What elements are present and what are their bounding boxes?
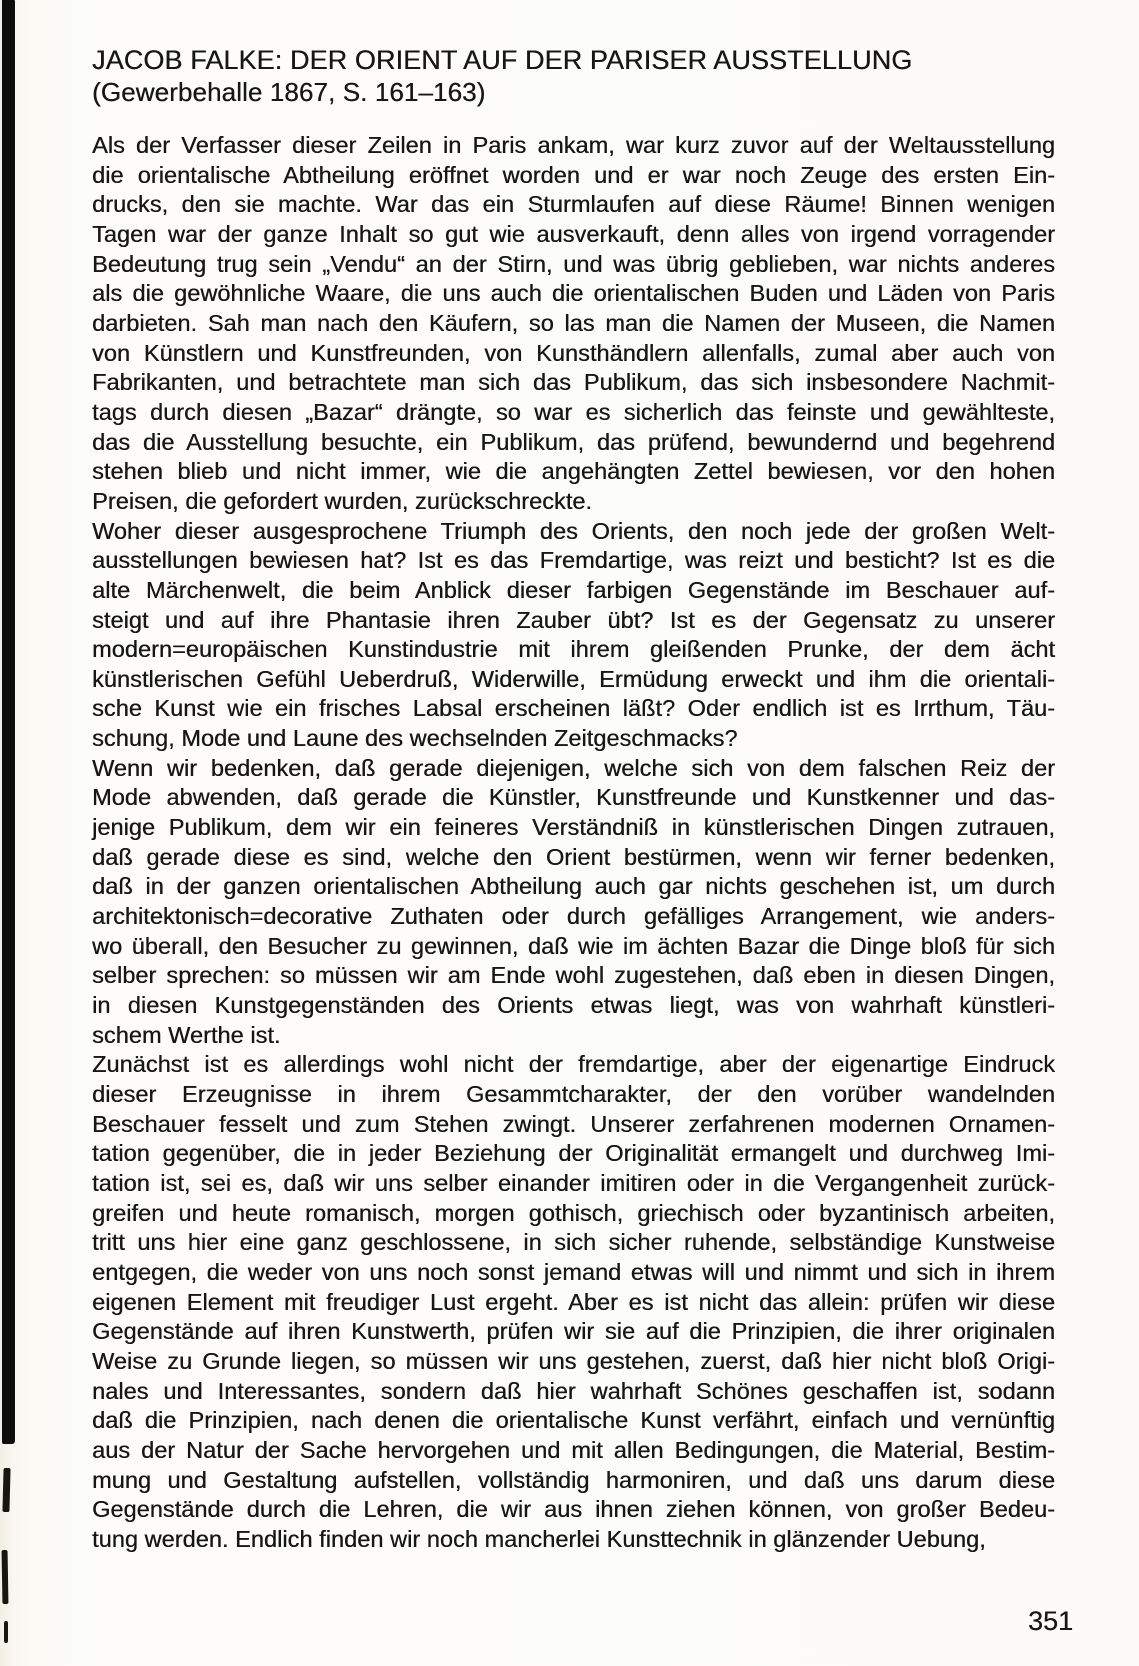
text-line: tation ist, sei es, daß wir uns selber einander imitiren oder in die Vergangenheit zurück- [92, 1169, 1055, 1196]
text-line: tation gegenüber, die in jeder Beziehung der Originalität ermangelt und durchweg Imi- [92, 1140, 1055, 1167]
text-line: Tagen war der ganze Inhalt so gut wie ausverkauft, denn alles von irgend vorragender [92, 220, 1055, 247]
scan-artifact-dash [2, 1468, 10, 1512]
scan-artifact-bar [2, 0, 15, 1444]
text-line: entgegen, die weder von uns noch sonst jemand etwas will und nimmt und sich in ihrem [92, 1258, 1055, 1285]
scan-artifact-dash [4, 1621, 8, 1643]
text-line: daß die Prinzipien, nach denen die orientalische Kunst verfährt, einfach und vernünftig [92, 1407, 1055, 1434]
text-line: architektonisch=decorative Zuthaten oder durch gefälliges Arrangement, wie anders- [92, 903, 1055, 930]
text-line: tags durch diesen „Bazar“ drängte, so war es sicherlich das feinste und gewählteste, [92, 398, 1055, 425]
text-line: von Künstlern und Kunstfreunden, von Kunsthändlern allenfalls, zumal aber auch von [92, 339, 1055, 366]
paragraph [92, 754, 1055, 1051]
text-line: schem Werthe ist. [92, 1021, 281, 1048]
text-line: in diesen Kunstgegenständen des Orients etwas liegt, was von wahrhaft künstleri- [92, 992, 1055, 1019]
text-line: alte Märchenwelt, die beim Anblick dieser farbigen Gegenstände im Beschauer auf- [92, 576, 1055, 603]
text-line: Zunächst ist es allerdings wohl nicht der fremdartige, aber der eigenartige Eindruck [92, 1051, 1055, 1078]
text-line: Mode abwenden, daß gerade die Künstler, Kunstfreunde und Kunstkenner und das- [92, 784, 1055, 811]
text-line: Weise zu Grunde liegen, so müssen wir uns gestehen, zuerst, daß hier nicht bloß Origi- [92, 1347, 1055, 1374]
text-line: selber sprechen: so müssen wir am Ende wohl zugestehen, daß eben in diesen Dingen, [92, 962, 1055, 989]
text-line: wo überall, den Besucher zu gewinnen, daß wie im ächten Bazar die Dinge bloß für sich [92, 932, 1055, 959]
text-line: nales und Interessantes, sondern daß hier wahrhaft Schönes geschaffen ist, sodann [92, 1377, 1055, 1404]
text-line: modern=europäischen Kunstindustrie mit ihrem gleißenden Prunke, der dem ächt [92, 636, 1055, 663]
page-title: JACOB FALKE: DER ORIENT AUF DER PARISER AUSSTELLUNG [92, 45, 913, 75]
text-line: als die gewöhnliche Waare, die uns auch die orientalischen Buden und Läden von Paris [92, 280, 1055, 307]
text-line: Beschauer fesselt und zum Stehen zwingt. Unserer zerfahrenen modernen Ornamen- [92, 1110, 1055, 1137]
paragraph [92, 517, 1055, 754]
text-line: tung werden. Endlich finden wir noch mancherlei Kunsttechnik in glänzender Uebung, [92, 1525, 986, 1552]
body-text [92, 131, 1055, 1555]
text-line: drucks, den sie machte. War das ein Sturmlaufen auf diese Räume! Binnen wenigen [92, 191, 1055, 218]
text-line: Preisen, die gefordert wurden, zurückschreckte. [92, 487, 593, 514]
text-line: dieser Erzeugnisse in ihrem Gesammtcharakter, der den vorüber wandelnden [92, 1081, 1055, 1107]
text-column [92, 44, 1055, 1555]
page-subtitle: (Gewerbehalle 1867, S. 161–163) [92, 77, 486, 107]
page-number: 351 [1027, 1606, 1073, 1636]
text-line: die orientalische Abtheilung eröffnet worden und er war noch Zeuge des ersten Ein- [92, 161, 1055, 188]
text-line: darbieten. Sah man nach den Käufern, so las man die Namen der Museen, die Namen [92, 309, 1055, 336]
paragraph [92, 131, 1055, 517]
text-line: Fabrikanten, und betrachtete man sich das Publikum, das sich insbesondere Nachmit- [92, 369, 1055, 396]
text-line: Als der Verfasser dieser Zeilen in Paris ankam, war kurz zuvor auf der Weltausstellung [92, 132, 1055, 158]
text-line: daß gerade diese es sind, welche den Orient bestürmen, wenn wir ferner bedenken, [92, 843, 1055, 870]
text-line: Gegenstände auf ihren Kunstwerth, prüfen wir sie auf die Prinzipien, die ihrer originalen [92, 1318, 1055, 1345]
text-line: aus der Natur der Sache hervorgehen und mit allen Bedingungen, die Material, Bestim- [92, 1436, 1055, 1463]
text-line: tritt uns hier eine ganz geschlossene, in sich sicher ruhende, selbständige Kunstweise [92, 1229, 1055, 1256]
text-line: Gegenstände durch die Lehren, die wir aus ihnen ziehen können, von großer Bedeu- [92, 1496, 1055, 1523]
text-line: schung, Mode und Laune des wechselnden Zeitgeschmacks? [92, 725, 738, 752]
text-line: Bedeutung trug sein „Vendu“ an der Stirn, und was übrig geblieben, war nichts anderes [92, 250, 1055, 277]
paragraph [92, 1050, 1055, 1554]
text-line: sche Kunst wie ein frisches Labsal erscheinen läßt? Oder endlich ist es Irrthum, Täu- [92, 695, 1055, 722]
text-line: steigt und auf ihre Phantasie ihren Zauber übt? Ist es der Gegensatz zu unserer [92, 606, 1055, 633]
text-line: greifen und heute romanisch, morgen gothisch, griechisch oder byzantinisch arbeiten, [92, 1199, 1055, 1226]
text-line: stehen blieb und nicht immer, wie die angehängten Zettel bewiesen, vor den hohen [92, 458, 1055, 485]
scan-artifact-dash [2, 1550, 9, 1604]
text-line: daß in der ganzen orientalischen Abtheilung auch gar nichts geschehen ist, um durch [92, 873, 1055, 900]
text-line: künstlerischen Gefühl Ueberdruß, Widerwille, Ermüdung erweckt und ihm die orientali- [92, 665, 1055, 692]
text-line: ausstellungen bewiesen hat? Ist es das Fremdartige, was reizt und besticht? Ist es die [92, 547, 1055, 574]
text-line: eigenen Element mit freudiger Lust ergeht. Aber es ist nicht das allein: prüfen wir diese [92, 1288, 1055, 1315]
text-line: jenige Publikum, dem wir ein feineres Verständniß in künstlerischen Dingen zutrauen, [92, 814, 1055, 841]
text-line: das die Ausstellung besuchte, ein Publikum, das prüfend, bewundernd und begehrend [92, 428, 1055, 455]
text-line: Woher dieser ausgesprochene Triumph des Orients, den noch jede der großen Welt- [92, 517, 1055, 544]
text-line: mung und Gestaltung aufstellen, vollständig harmoniren, und daß uns darum diese [92, 1466, 1055, 1493]
text-line: Wenn wir bedenken, daß gerade diejenigen, welche sich von dem falschen Reiz der [92, 754, 1055, 781]
